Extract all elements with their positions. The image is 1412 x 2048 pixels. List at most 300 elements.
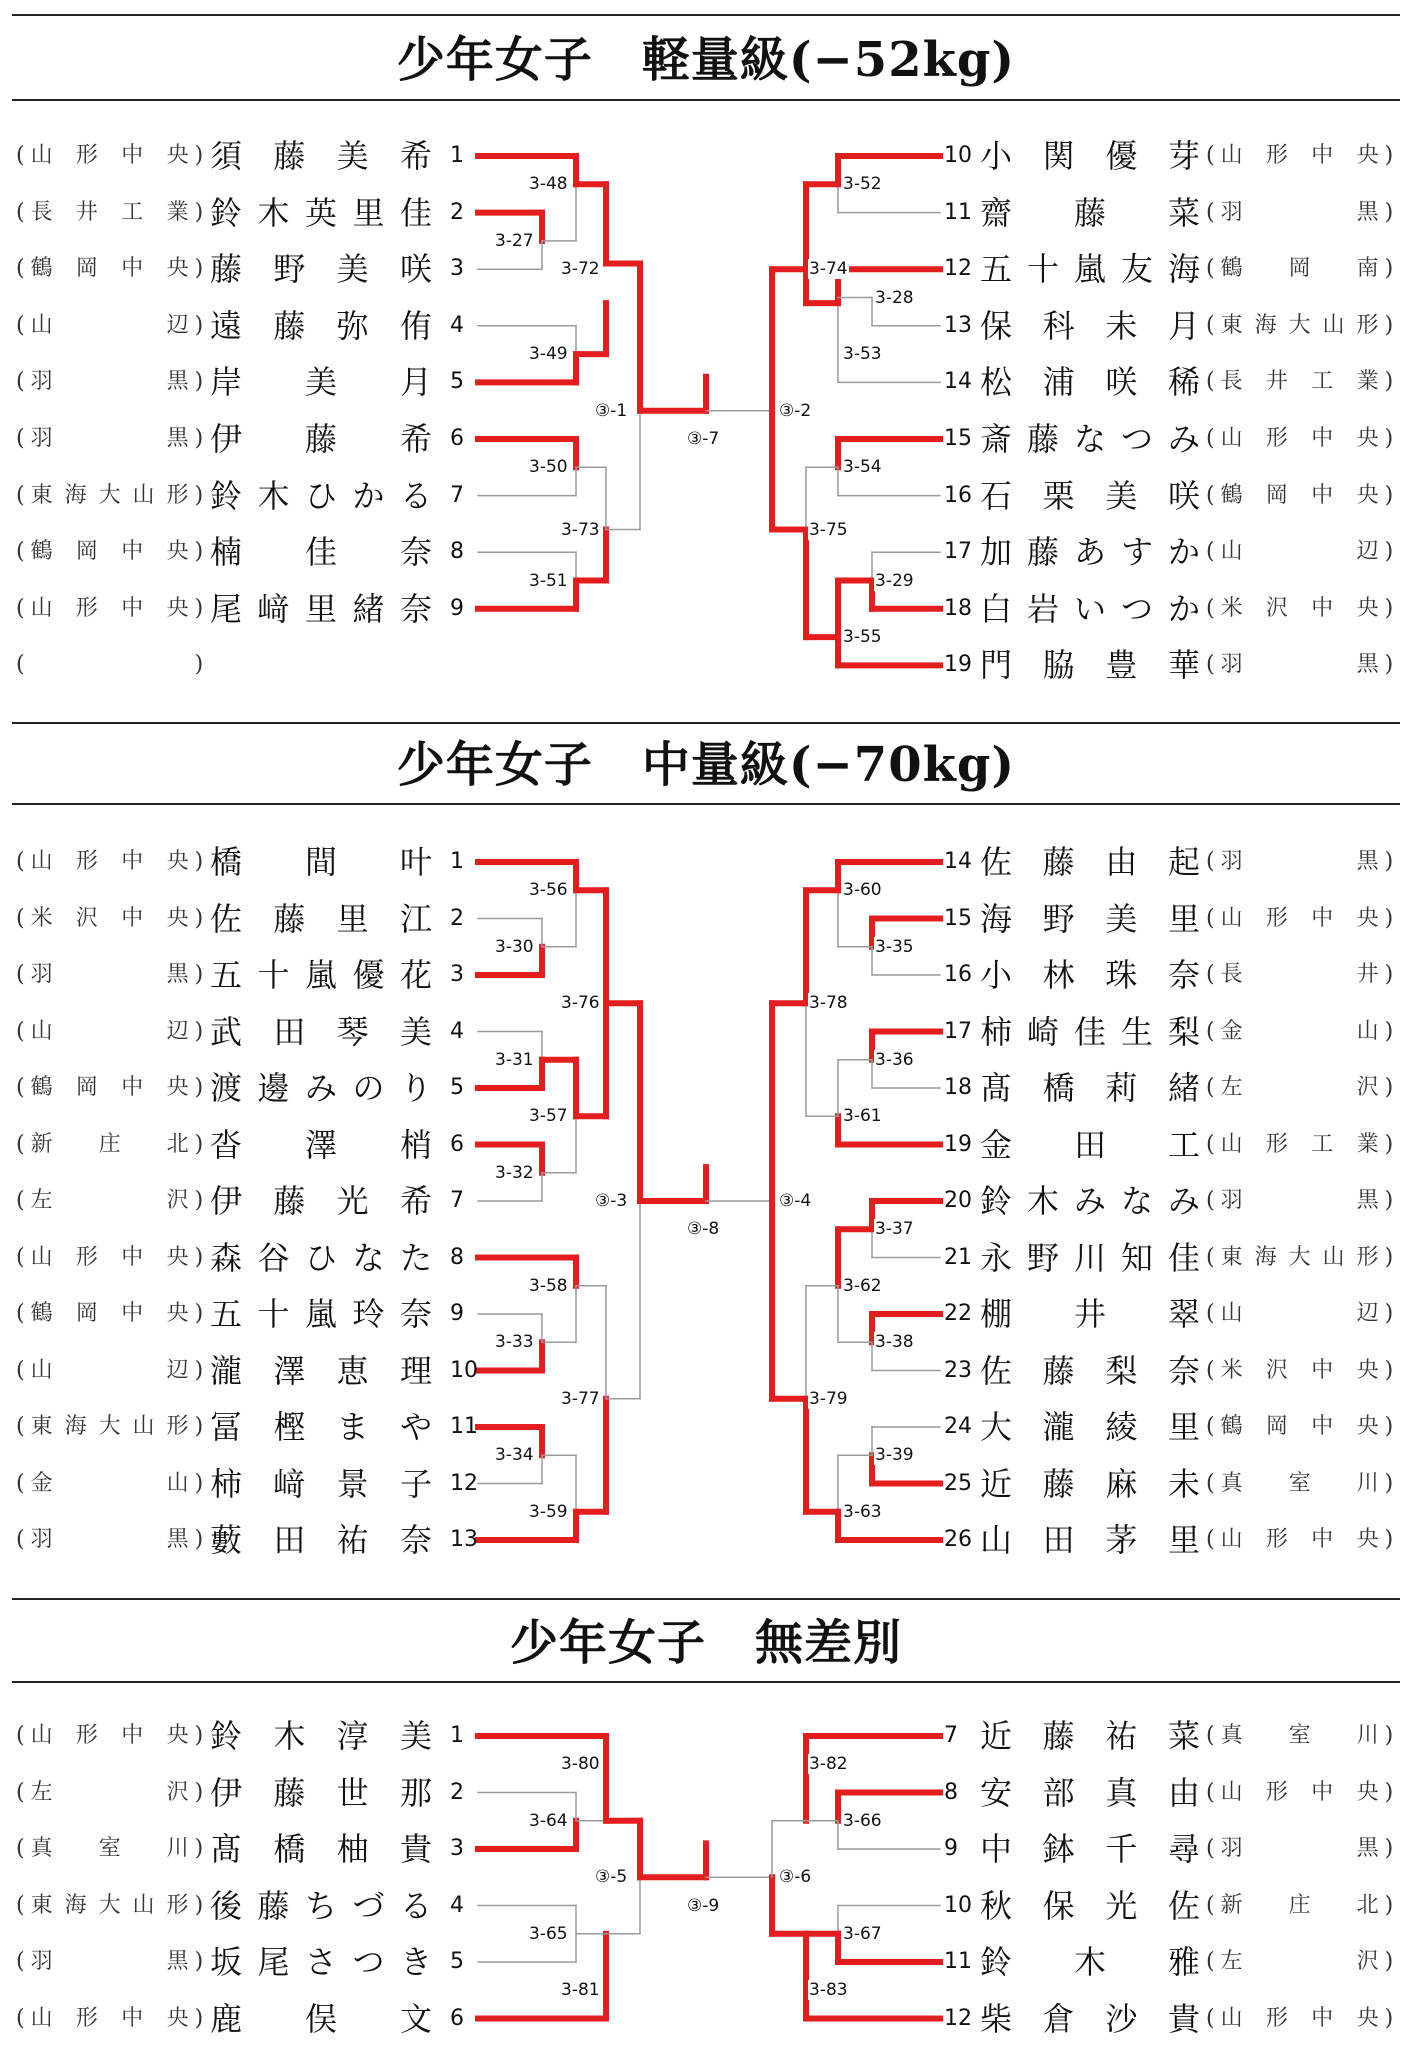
school-name: 山 形 中 央 (1220, 426, 1379, 451)
school-label: ( 米 沢 中 央 ) (16, 899, 206, 939)
school-label: ( 山 形 中 央 ) (16, 842, 206, 882)
seed-number: 15 (944, 426, 972, 451)
competitor-name: 藪 田 祐 奈 (210, 1521, 432, 1559)
competitor-name: 冨 樫 ま や (210, 1408, 432, 1446)
seed-number: 26 (944, 1527, 972, 1552)
school-name: 東 海 大 山 形 (30, 1892, 189, 1918)
school-label: ( 山 形 工 業 ) (1206, 1125, 1396, 1165)
school-name: 金 山 (1220, 1018, 1379, 1044)
competitor-name: 鈴 木 英 里 佳 (210, 193, 432, 232)
competitor-name: 斎 藤 な つ み (980, 420, 1200, 458)
school-label: ( 山 形 中 央 ) (1206, 136, 1396, 176)
section-3-title: 少年女子 無差別 (509, 1615, 902, 1671)
school-name: 鶴 岡 中 央 (30, 1075, 189, 1100)
school-label: ( 山 辺 ) (16, 1351, 206, 1391)
match-label: 3-54 (843, 457, 882, 478)
seed-number: 13 (450, 1527, 478, 1552)
competitor-name: 渡 邊 み の り (210, 1069, 432, 1107)
competitor-name: 金 田 工 (980, 1125, 1200, 1164)
competitor-name: 須 藤 美 希 (210, 137, 432, 175)
school-label: ( 鶴 岡 中 央 ) (1206, 476, 1396, 516)
seed-number: 10 (944, 1892, 972, 1918)
school-name: 金 山 (30, 1470, 189, 1496)
school-name: 新 庄 北 (30, 1131, 189, 1157)
school-label: ( 真 室 川 ) (1206, 1464, 1396, 1504)
seed-number: 4 (450, 1892, 464, 1918)
school-label: ( 左 沢 ) (1206, 1068, 1396, 1108)
school-name: 東 海 大 山 形 (1220, 1244, 1379, 1270)
seed-number: 18 (944, 595, 972, 621)
match-label: 3-66 (843, 1810, 882, 1831)
competitor-name: 楠 佳 奈 (210, 533, 432, 572)
competitor-name: 鈴 木 雅 (980, 1943, 1200, 1981)
school-name: 左 沢 (1220, 1949, 1379, 1974)
competitor-name: 近 藤 祐 菜 (980, 1717, 1200, 1755)
competitor-name: 海 野 美 里 (980, 899, 1200, 938)
school-label: ( 羽 黒 ) (1206, 1829, 1396, 1869)
competitor-row (0, 1407, 1412, 1447)
competitor-name: 小 関 優 芽 (980, 137, 1200, 175)
competitor-name: 鈴 木 淳 美 (210, 1717, 432, 1755)
seed-number: 6 (450, 1131, 464, 1157)
school-name: 米 沢 中 央 (30, 905, 189, 931)
seed-number: 2 (450, 905, 464, 931)
school-label: ( 羽 黒 ) (16, 1520, 206, 1560)
match-label: 3-38 (875, 1332, 914, 1353)
school-name: 山 形 中 央 (1220, 905, 1379, 931)
school-name: 左 沢 (30, 1779, 189, 1805)
seed-number: 9 (944, 1836, 958, 1861)
competitor-name: 佐 藤 里 江 (210, 899, 432, 938)
seed-number: 11 (450, 1414, 478, 1439)
seed-number: 21 (944, 1244, 972, 1270)
match-label: 3-83 (809, 1980, 848, 2001)
match-label: 3-77 (561, 1388, 600, 1409)
competitor-name: 小 林 珠 奈 (980, 956, 1200, 994)
competitor-row (0, 1181, 1412, 1221)
school-name: 鶴 岡 中 央 (1220, 1414, 1379, 1439)
school-label: ( 羽 黒 ) (1206, 645, 1396, 685)
section-2-title: 少年女子 中量級(−70kg) (396, 737, 1016, 793)
school-label: ( 鶴 岡 中 央 ) (16, 532, 206, 572)
match-label: 3-34 (495, 1445, 534, 1466)
school-name: 山 形 工 業 (1220, 1131, 1379, 1157)
school-label: ( 山 形 中 央 ) (16, 1716, 206, 1756)
match-label: 3-81 (561, 1980, 600, 2001)
competitor-row (0, 1238, 1412, 1278)
match-label: 3-55 (843, 627, 882, 648)
competitor-name: 沓 澤 梢 (210, 1125, 432, 1164)
school-label: ( 羽 黒 ) (1206, 1181, 1396, 1221)
competitor-name: 棚 井 翠 (980, 1295, 1200, 1333)
match-label: 3-36 (875, 1049, 914, 1070)
match-label: ③-1 (595, 400, 628, 421)
competitor-name: 五 十 嵐 玲 奈 (210, 1295, 432, 1333)
school-name: 東 海 大 山 形 (30, 482, 189, 508)
school-label: ( 鶴 岡 南 ) (1206, 249, 1396, 289)
school-label: ( 鶴 岡 中 央 ) (16, 1068, 206, 1108)
match-label: 3-63 (843, 1501, 882, 1522)
competitor-name: 白 岩 い つ か (980, 589, 1200, 628)
school-name: 羽 黒 (30, 962, 189, 987)
seed-number: 11 (944, 1949, 972, 1974)
match-label: 3-27 (495, 230, 534, 251)
school-label: ( 山 形 中 央 ) (1206, 899, 1396, 939)
school-name: 山 辺 (30, 312, 189, 338)
match-label: 3-74 (809, 259, 848, 280)
seed-number: 7 (944, 1723, 958, 1748)
competitor-row (0, 1068, 1412, 1108)
competitor-row (0, 532, 1412, 572)
match-label: 3-51 (529, 570, 568, 591)
match-label: 3-32 (495, 1162, 534, 1183)
competitor-name: 佐 藤 由 起 (980, 843, 1200, 881)
school-name: 羽 黒 (30, 426, 189, 451)
school-name: 羽 黒 (1220, 652, 1379, 678)
school-label: ( 山 形 中 央 ) (1206, 1520, 1396, 1560)
competitor-row (0, 842, 1412, 882)
competitor-name: 五 十 嵐 優 花 (210, 956, 432, 994)
school-label: ( 山 形 中 央 ) (16, 1999, 206, 2039)
match-label: 3-56 (529, 880, 568, 901)
competitor-name: 柿 﨑 景 子 (210, 1464, 432, 1503)
seed-number: 12 (450, 1470, 478, 1496)
match-label: ③-6 (779, 1867, 812, 1888)
seed-number: 5 (450, 1075, 464, 1100)
competitor-name: 加 藤 あ す か (980, 533, 1200, 572)
school-name: 山 形 中 央 (1220, 1527, 1379, 1552)
match-label: 3-72 (561, 259, 600, 280)
school-name: 山 辺 (30, 1018, 189, 1044)
match-label: 3-49 (529, 344, 568, 365)
competitor-name: 坂 尾 さ つ き (210, 1943, 432, 1981)
seed-number: 14 (944, 849, 972, 874)
competitor-row (0, 1716, 1412, 1756)
school-label: ( 鶴 岡 中 央 ) (16, 249, 206, 289)
competitor-name: 髙 橋 柚 貴 (210, 1830, 432, 1868)
school-label: ( 鶴 岡 中 央 ) (16, 1294, 206, 1334)
school-name: 新 庄 北 (1220, 1892, 1379, 1918)
school-name: 羽 黒 (1220, 849, 1379, 874)
school-name: 山 形 中 央 (30, 1723, 189, 1748)
school-label: ( 羽 黒 ) (16, 1942, 206, 1982)
seed-number: 19 (944, 652, 972, 678)
school-label: ( 山 形 中 央 ) (16, 1238, 206, 1278)
seed-number: 13 (944, 312, 972, 338)
seed-number: 15 (944, 905, 972, 931)
seed-number: 2 (450, 1779, 464, 1805)
competitor-name: 武 田 琴 美 (210, 1012, 432, 1051)
school-label: ( 東 海 大 山 形 ) (16, 1886, 206, 1926)
competitor-row (0, 1942, 1412, 1982)
competitor-name: 柴 倉 沙 貴 (980, 1999, 1200, 2038)
school-name: 鶴 岡 中 央 (30, 256, 189, 282)
school-label: ( 長 井 工 業 ) (1206, 362, 1396, 402)
competitor-name: 佐 藤 梨 奈 (980, 1351, 1200, 1390)
seed-number: 12 (944, 256, 972, 282)
competitor-name: 大 瀧 綾 里 (980, 1408, 1200, 1446)
match-label: ③-2 (779, 400, 812, 421)
school-label: ( 山 形 中 央 ) (16, 589, 206, 629)
seed-number: 8 (944, 1779, 958, 1805)
match-label: 3-65 (529, 1923, 568, 1944)
competitor-name: 岸 美 月 (210, 363, 432, 402)
match-label: 3-37 (875, 1219, 914, 1240)
school-label: ( 山 形 中 央 ) (1206, 419, 1396, 459)
competitor-name: 鈴 木 ひ か る (210, 476, 432, 515)
section-1-title: 少年女子 軽量級(−52kg) (396, 32, 1016, 88)
match-label: ③-4 (779, 1191, 812, 1211)
school-label: ( 羽 黒 ) (16, 419, 206, 459)
school-label: ( ) (16, 652, 204, 678)
school-label: ( 長 井 工 業 ) (16, 193, 206, 233)
match-label: ③-3 (595, 1191, 628, 1211)
match-label: ③-8 (687, 1219, 720, 1240)
match-label: 3-58 (529, 1275, 568, 1296)
school-name: 山 形 中 央 (30, 849, 189, 874)
school-name: 羽 黒 (30, 369, 189, 395)
seed-number: 16 (944, 482, 972, 508)
competitor-row (0, 193, 1412, 233)
match-label: 3-29 (875, 570, 914, 591)
seed-number: 7 (450, 1188, 464, 1213)
school-label: ( 米 沢 中 央 ) (1206, 1351, 1396, 1391)
seed-number: 6 (450, 426, 464, 451)
match-label: 3-39 (875, 1445, 914, 1466)
seed-number: 5 (450, 369, 464, 395)
match-label: 3-76 (561, 993, 600, 1014)
school-label: ( 山 辺 ) (16, 1012, 206, 1052)
seed-number: 7 (450, 482, 464, 508)
competitor-row (0, 1012, 1412, 1052)
school-label: ( 山 形 中 央 ) (16, 136, 206, 176)
competitor-name: 尾 﨑 里 緒 奈 (210, 589, 432, 628)
school-label: ( 金 山 ) (1206, 1012, 1396, 1052)
school-label: ( 羽 黒 ) (16, 362, 206, 402)
seed-number: 5 (450, 1949, 464, 1974)
school-label: ( 羽 黒 ) (1206, 193, 1396, 233)
school-label: ( 東 海 大 山 形 ) (16, 476, 206, 516)
match-label: 3-31 (495, 1049, 534, 1070)
competitor-name: 松 浦 咲 稀 (980, 363, 1200, 402)
competitor-name: 秋 保 光 佐 (980, 1886, 1200, 1925)
seed-number: 8 (450, 1244, 464, 1270)
seed-number: 11 (944, 199, 972, 225)
competitor-row (0, 136, 1412, 176)
school-label: ( 新 庄 北 ) (16, 1125, 206, 1165)
school-name: 山 形 中 央 (30, 595, 189, 621)
school-name: 米 沢 中 央 (1220, 595, 1379, 621)
match-label: 3-30 (495, 936, 534, 957)
competitor-row (0, 1294, 1412, 1334)
seed-number: 3 (450, 1836, 464, 1861)
competitor-name: 髙 橋 莉 緒 (980, 1069, 1200, 1107)
seed-number: 12 (944, 2005, 972, 2031)
school-name: 山 形 中 央 (1220, 1779, 1379, 1805)
match-label: 3-75 (809, 519, 848, 540)
school-name: 東 海 大 山 形 (1220, 312, 1379, 338)
competitor-name: 森 谷 ひ な た (210, 1238, 432, 1277)
competitor-row (0, 589, 1412, 629)
competitor-row (0, 1351, 1412, 1391)
school-label: ( 山 辺 ) (1206, 1294, 1396, 1334)
school-label: ( 東 海 大 山 形 ) (16, 1407, 206, 1447)
school-label: ( 左 沢 ) (16, 1773, 206, 1813)
school-label: ( 金 山 ) (16, 1464, 206, 1504)
competitor-name: 門 脇 豊 華 (980, 646, 1200, 685)
seed-number: 3 (450, 256, 464, 282)
school-name: 羽 黒 (1220, 1836, 1379, 1861)
competitor-row (0, 899, 1412, 939)
school-label: ( 山 形 中 央 ) (1206, 1773, 1396, 1813)
school-name: 山 形 中 央 (30, 143, 189, 168)
seed-number: 19 (944, 1131, 972, 1157)
school-name: 長 井 工 業 (30, 199, 189, 225)
seed-number: 8 (450, 539, 464, 565)
school-label: ( 山 形 中 央 ) (1206, 1999, 1396, 2039)
match-label: 3-80 (561, 1754, 600, 1775)
seed-number: 24 (944, 1414, 972, 1439)
seed-number: 4 (450, 1018, 464, 1044)
competitor-name: 柿 崎 佳 生 梨 (980, 1012, 1200, 1051)
school-label: ( 左 沢 ) (1206, 1942, 1396, 1982)
competitor-row (0, 1464, 1412, 1504)
seed-number: 2 (450, 199, 464, 225)
school-label: ( 長 井 ) (1206, 955, 1396, 995)
match-label: 3-35 (875, 936, 914, 957)
seed-number: 1 (450, 143, 464, 168)
competitor-name: 伊 藤 希 (210, 420, 432, 458)
school-name: 左 沢 (30, 1188, 189, 1213)
match-label: 3-59 (529, 1501, 568, 1522)
match-label: 3-50 (529, 457, 568, 478)
seed-number: 25 (944, 1470, 972, 1496)
school-name: 真 室 川 (1220, 1723, 1379, 1748)
match-label: 3-48 (529, 174, 568, 195)
school-label: ( 羽 黒 ) (1206, 842, 1396, 882)
school-label: ( 東 海 大 山 形 ) (1206, 306, 1396, 346)
school-name: 山 辺 (1220, 539, 1379, 565)
school-label: ( 東 海 大 山 形 ) (1206, 1238, 1396, 1278)
competitor-name: 安 部 真 由 (980, 1773, 1200, 1812)
school-name: 左 沢 (1220, 1075, 1379, 1100)
seed-number: 10 (450, 1357, 478, 1383)
seed-number: 4 (450, 312, 464, 338)
seed-number: 18 (944, 1075, 972, 1100)
seed-number: 10 (944, 143, 972, 168)
match-label: 3-28 (875, 287, 914, 308)
match-label: 3-60 (843, 880, 882, 901)
school-name: 鶴 岡 中 央 (30, 539, 189, 565)
school-label: ( 山 辺 ) (1206, 532, 1396, 572)
competitor-row (0, 362, 1412, 402)
school-name: 米 沢 中 央 (1220, 1357, 1379, 1383)
match-label: 3-73 (561, 519, 600, 540)
school-name: 羽 黒 (1220, 199, 1379, 225)
match-label: 3-53 (843, 344, 882, 365)
seed-number: 9 (450, 1301, 464, 1326)
match-label: 3-57 (529, 1106, 568, 1127)
match-label: ③-5 (595, 1867, 628, 1888)
match-label: 3-79 (809, 1388, 848, 1409)
seed-number: 3 (450, 962, 464, 987)
school-name: 山 形 中 央 (30, 1244, 189, 1270)
school-label: ( 羽 黒 ) (16, 955, 206, 995)
school-name: 山 形 中 央 (30, 2005, 189, 2031)
school-name: 真 室 川 (1220, 1470, 1379, 1496)
school-name: 長 井 (1220, 962, 1379, 987)
competitor-row (0, 306, 1412, 346)
match-label: 3-67 (843, 1923, 882, 1944)
seed-number: 9 (450, 595, 464, 621)
competitor-row (0, 1520, 1412, 1560)
match-label: 3-61 (843, 1106, 882, 1127)
school-name: 山 辺 (30, 1357, 189, 1383)
school-name: 鶴 岡 南 (1220, 256, 1379, 282)
seed-number: 1 (450, 849, 464, 874)
school-name: 羽 黒 (1220, 1188, 1379, 1213)
school-name: 羽 黒 (30, 1949, 189, 1974)
school-label: ( 真 室 川 ) (16, 1829, 206, 1869)
competitor-name: 後 藤 ち づ る (210, 1886, 432, 1925)
competitor-name: 鹿 俣 文 (210, 1999, 432, 2038)
competitor-row (0, 1125, 1412, 1165)
competitor-name: 保 科 未 月 (980, 306, 1200, 345)
school-label: ( 米 沢 中 央 ) (1206, 589, 1396, 629)
competitor-name: 中 鉢 千 尋 (980, 1830, 1200, 1868)
competitor-name: 伊 藤 光 希 (210, 1182, 432, 1220)
competitor-row (0, 1773, 1412, 1813)
competitor-name: 藤 野 美 咲 (210, 250, 432, 289)
competitor-row (0, 645, 1412, 685)
school-name: 東 海 大 山 形 (30, 1414, 189, 1439)
match-label: 3-82 (809, 1754, 848, 1775)
school-name: 山 辺 (1220, 1301, 1379, 1326)
competitor-row (0, 1999, 1412, 2039)
competitor-name: 伊 藤 世 那 (210, 1773, 432, 1812)
competitor-row (0, 1829, 1412, 1869)
school-label: ( 左 沢 ) (16, 1181, 206, 1221)
seed-number: 17 (944, 539, 972, 565)
competitor-name: 橋 間 叶 (210, 843, 432, 881)
match-label: ③-9 (687, 1895, 720, 1916)
match-label: 3-52 (843, 174, 882, 195)
competitor-name: 瀧 澤 恵 理 (210, 1351, 432, 1390)
seed-number: 22 (944, 1301, 972, 1326)
school-name: 長 井 工 業 (1220, 369, 1379, 395)
seed-number: 14 (944, 369, 972, 395)
competitor-name: 鈴 木 み な み (980, 1182, 1200, 1220)
school-name: 鶴 岡 中 央 (1220, 482, 1379, 508)
school-name: 山 形 中 央 (1220, 2005, 1379, 2031)
school-name: 山 形 中 央 (1220, 143, 1379, 168)
seed-number: 17 (944, 1018, 972, 1044)
match-label: ③-7 (687, 429, 720, 449)
competitor-row (0, 955, 1412, 995)
competitor-name: 近 藤 麻 未 (980, 1464, 1200, 1503)
competitor-name: 齋 藤 菜 (980, 193, 1200, 232)
school-label: ( 山 辺 ) (16, 306, 206, 346)
seed-number: 1 (450, 1723, 464, 1748)
school-label: ( 真 室 川 ) (1206, 1716, 1396, 1756)
competitor-name: 遠 藤 弥 侑 (210, 306, 432, 345)
competitor-name: 山 田 茅 里 (980, 1521, 1200, 1559)
seed-number: 16 (944, 962, 972, 987)
match-label: 3-33 (495, 1332, 534, 1353)
competitor-row (0, 476, 1412, 516)
school-name: 羽 黒 (30, 1527, 189, 1552)
seed-number: 23 (944, 1357, 972, 1383)
